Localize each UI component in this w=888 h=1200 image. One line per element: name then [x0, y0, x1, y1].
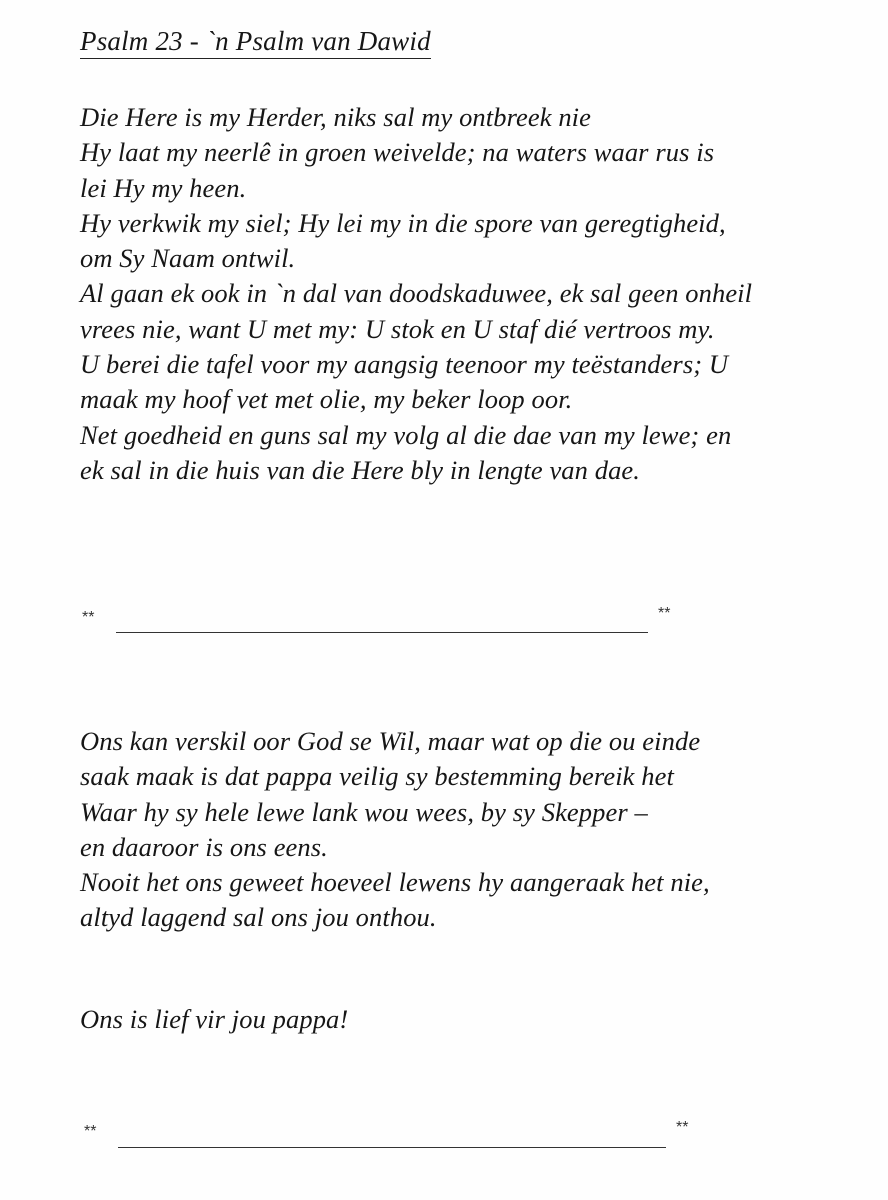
psalm-line: Die Here is my Herder, niks sal my ontbreek nie — [80, 102, 592, 132]
tribute-text — [80, 724, 710, 936]
separator-left-marker: ** — [84, 1123, 97, 1140]
tribute-line: Nooit het ons geweet hoeveel lewens hy aangeraak het nie, — [80, 867, 710, 898]
tribute-line: saak maak is dat pappa veilig sy bestemming bereik het — [80, 761, 674, 792]
separator-line — [116, 632, 648, 633]
tribute-line: Waar hy sy hele lewe lank wou wees, by sy Skepper – — [80, 796, 648, 827]
psalm-text — [80, 100, 752, 488]
closing-text — [80, 1002, 348, 1037]
psalm-line: ek sal in die huis van die Here bly in lengte van dae. — [80, 454, 641, 485]
psalm-line: om Sy Naam ontwil. — [80, 243, 296, 274]
psalm-line: Hy verkwik my siel; Hy lei my in die spore van geregtigheid, — [80, 207, 726, 238]
psalm-line: Net goedheid en guns sal my volg al die dae van my lewe; en — [80, 419, 732, 450]
separator-right-marker: ** — [676, 1119, 689, 1136]
tribute-line: Ons kan verskil oor God se Wil, maar wat op die ou einde — [80, 726, 701, 756]
page-title: Psalm 23 - `n Psalm van Dawid — [80, 26, 431, 59]
separator-line — [118, 1147, 666, 1148]
psalm-line: Hy laat my neerlê in groen weivelde; na waters waar rus is — [80, 137, 715, 168]
psalm-line: Al gaan ek ook in `n dal van doodskaduwee, ek sal geen onheil — [80, 278, 753, 309]
psalm-line: maak my hoof vet met olie, my beker loop oor. — [80, 384, 573, 415]
separator-1 — [0, 605, 888, 645]
tribute-line: en daaroor is ons eens. — [80, 831, 328, 862]
separator-right-marker: ** — [658, 605, 671, 622]
closing-line: Ons is lief vir jou pappa! — [80, 1004, 349, 1034]
separator-2 — [0, 1117, 888, 1157]
tribute-line: altyd laggend sal ons jou onthou. — [80, 902, 437, 933]
separator-left-marker: ** — [82, 609, 95, 626]
psalm-line: lei Hy my heen. — [80, 172, 247, 203]
psalm-line: U berei die tafel voor my aangsig teenoor my teëstanders; U — [80, 349, 729, 380]
psalm-line: vrees nie, want U met my: U stok en U staf dié vertroos my. — [80, 313, 715, 344]
